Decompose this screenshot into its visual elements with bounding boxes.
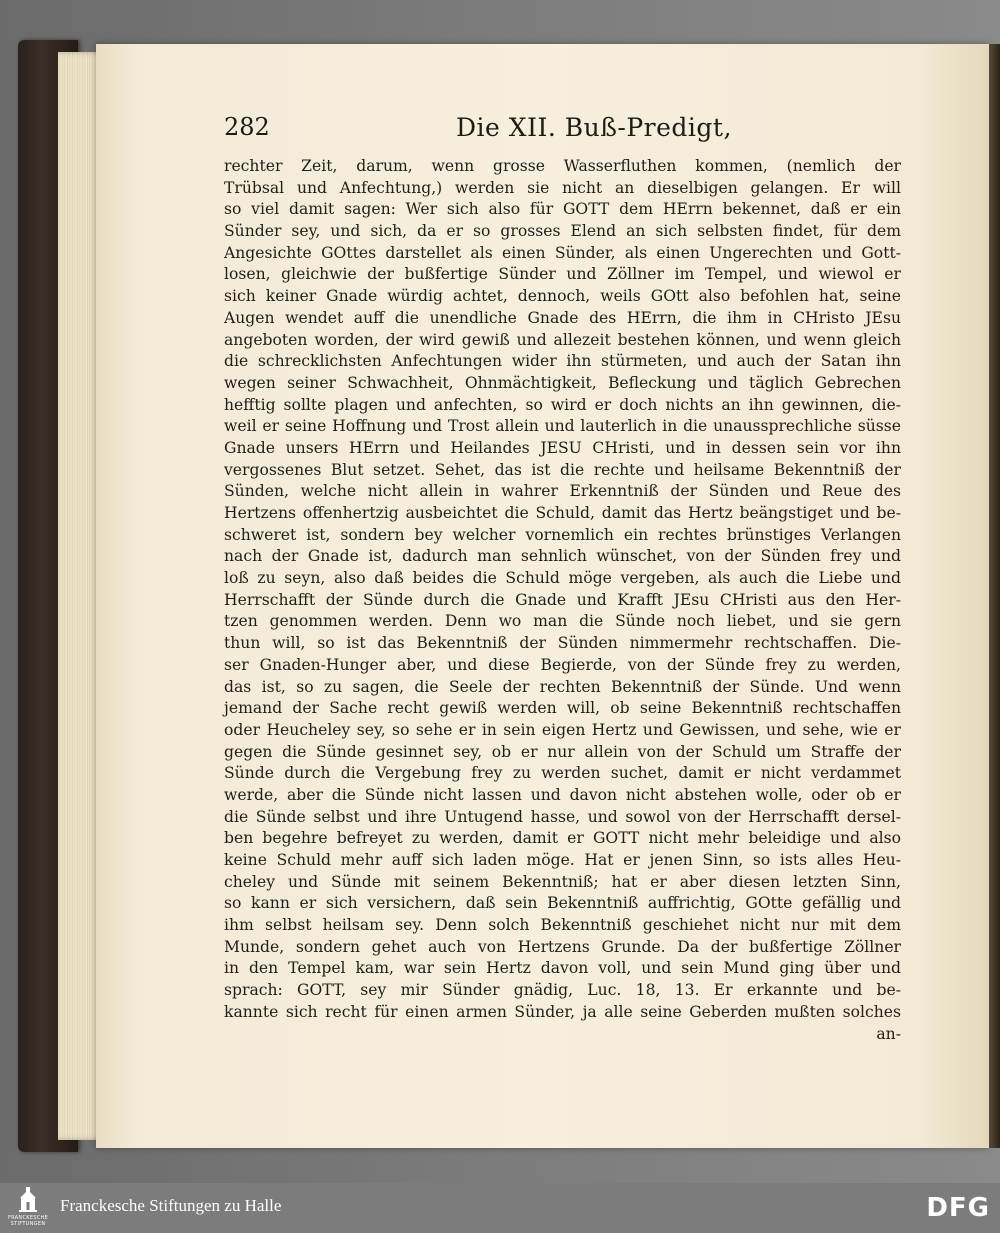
text-line: die Sünde selbst und ihre Untugend hasse, und sowol von der Herrschafft dersel- <box>224 807 901 826</box>
text-line: Angesichte GOttes darstellet als einen Sünder, als einen Ungerechten und Gott- <box>224 243 901 262</box>
text-line: hefftig sollte plagen und anfechten, so wird er doch nichts an ihn gewinnen, die- <box>224 395 901 414</box>
text-line: keine Schuld mehr auff sich laden möge. Hat er jenen Sinn, so ists alles Heu- <box>224 851 901 869</box>
text-line: ihm selbst heilsam sey. Denn solch Bekenntniß geschiehet nicht nur mit dem <box>224 916 901 935</box>
text-line: sprach: GOTT, sey mir Sünder gnädig, Luc. 18, 13. Er erkannte und be- <box>224 981 901 1000</box>
book-binding <box>989 44 1000 1148</box>
text-line: Herrschafft der Sünde durch die Gnade und Krafft JEsu CHristi aus den Her- <box>224 590 901 609</box>
text-line: die schrecklichsten Anfechtungen wider ihn stürmeten, und auch der Satan ihn <box>224 352 901 371</box>
text-line: cheley und Sünde mit seinem Bekenntniß; hat er aber diesen letzten Sinn, <box>224 872 901 891</box>
text-line: Trübsal und Anfechtung,) werden sie nicht an dieselbigen gelangen. Er will <box>224 178 901 197</box>
viewer-footer <box>0 1183 1000 1233</box>
text-line: sich keiner Gnade würdig achtet, dennoch, weils GOtt also befohlen hat, seine <box>224 287 901 306</box>
text-line: Augen wendet auff die unendliche Gnade des HErrn, die ihm in CHristo JEsu <box>224 308 901 327</box>
building-icon <box>18 1187 38 1213</box>
running-title: Die XII. Buß-Predigt, <box>456 113 732 142</box>
text-line: Gnade unsers HErrn und Heilandes JESU CHristi, und in dessen sein vor ihn <box>224 438 901 457</box>
logo-text: FRANCKESCHE STIFTUNGEN <box>7 1215 49 1227</box>
text-line: wegen seiner Schwachheit, Ohnmächtigkeit, Befleckung und täglich Gebrechen <box>224 373 901 392</box>
text-line: gegen die Sünde gesinnet sey, ob er nur allein von der Schuld um Straffe der <box>224 742 901 761</box>
text-line: das ist, so zu sagen, die Seele der rechten Bekenntniß der Sünde. Und wenn <box>224 677 901 696</box>
text-line: loß zu seyn, also daß beides die Schuld möge vergeben, als auch die Liebe und <box>224 569 901 588</box>
text-line: rechter Zeit, darum, wenn grosse Wasserfluthen kommen, (nemlich der <box>224 157 901 175</box>
text-line: Sünden, welche nicht allein in wahrer Erkenntniß der Sünden und Reue des <box>224 482 901 501</box>
text-line: Hertzens offenhertzig ausbeichtet die Schuld, damit das Hertz beängstiget und be- <box>224 504 901 522</box>
text-line: weil er seine Hoffnung und Trost allein und lauterlich in die unaussprechliche süsse <box>224 417 901 436</box>
text-line: losen, gleichwie der bußfertige Sünder und Zöllner im Tempel, und wiewol er <box>224 265 901 284</box>
body-text <box>224 156 901 1045</box>
page-number: 282 <box>224 113 270 141</box>
text-line: oder Heucheley sey, so sehe er in sein eigen Hertz und Gewissen, und sehe, wie er <box>224 720 901 739</box>
franckesche-stiftungen-logo[interactable] <box>6 1187 50 1229</box>
text-line: angeboten worden, der wird gewiß und allezeit bestehen können, und wenn gleich <box>224 330 901 349</box>
text-line: Munde, sondern gehet auch von Hertzens Grunde. Da der bußfertige Zöllner <box>224 937 901 956</box>
text-line: werde, aber die Sünde nicht lassen und davon nicht abstehen wolle, oder ob er <box>224 785 901 804</box>
text-line: so viel damit sagen: Wer sich also für GOTT dem HErrn bekennet, daß er ein <box>224 200 901 219</box>
text-line: thun will, so ist das Bekenntniß der Sünden nimmermehr rechtschaffen. Die- <box>224 634 901 653</box>
text-line: jemand der Sache recht gewiß werden will, ob seine Bekenntniß rechtschaffen <box>224 699 901 718</box>
text-line: in den Tempel kam, war sein Hertz davon voll, und sein Mund ging über und <box>224 959 901 978</box>
text-line: vergossenes Blut setzet. Sehet, das ist die rechte und heilsame Bekenntniß der <box>224 460 901 479</box>
text-line: so kann er sich versichern, daß sein Bekenntniß auffrichtig, GOtte gefällig und <box>224 894 901 913</box>
text-line: nach der Gnade ist, dadurch man sehnlich wünschet, von der Sünden frey und <box>224 547 901 566</box>
text-line: Sünde durch die Vergebung frey zu werden suchet, damit er nicht verdammet <box>224 764 901 783</box>
text-line: Sünder sey, und sich, da er so grosses Elend an sich selbsten findet, für dem <box>224 222 901 241</box>
dfg-logo[interactable]: DFG <box>926 1193 990 1223</box>
text-line: an- <box>876 1024 901 1043</box>
text-line: tzen genommen werden. Denn wo man die Sünde noch liebet, und sie gern <box>224 612 901 631</box>
text-line: schweret ist, sondern bey welcher vornemlich ein rechtes brünstiges Verlangen <box>224 525 901 544</box>
text-line: ser Gnaden-Hunger aber, und diese Begierde, von der Sünde frey zu werden, <box>224 655 901 674</box>
text-line: ben begehre befreyet zu werden, damit er GOTT nicht mehr beleidige und also <box>224 829 901 848</box>
text-line: kannte sich recht für einen armen Sünder, ja alle seine Geberden mußten solches <box>224 1002 901 1021</box>
institution-link[interactable]: Franckesche Stiftungen zu Halle <box>60 1196 282 1215</box>
page-header <box>224 113 904 149</box>
